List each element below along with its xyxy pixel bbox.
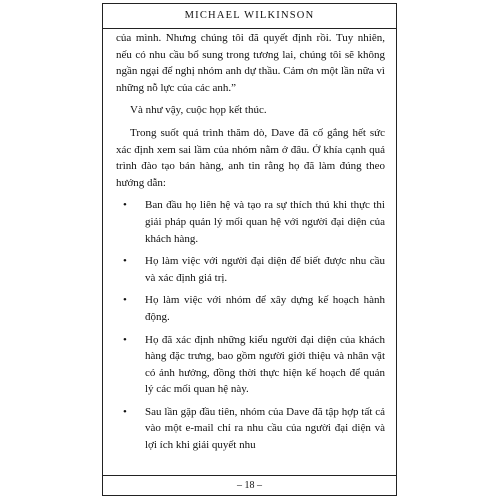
bullet-marker: • — [123, 255, 127, 268]
footer-rule — [103, 475, 396, 476]
list-item-text: Họ đã xác định những kiểu người đại diện của khách hàng đặc trưng, bao gồm người giới thiệu và nhân vật có ảnh hưởng, đồng thời thực hiện kế hoạch để quản lý các mối quan hệ này. — [145, 333, 385, 396]
list-item — [116, 404, 385, 454]
paragraph-continuation: của mình. Nhưng chúng tôi đã quyết định rồi. Tuy nhiên, nếu có nhu cầu bổ sung trong tương lai, chúng tôi sẽ không ngần ngại để nghị nhóm anh dự thầu. Cảm ơn một lần nữa vì những nỗ lực của các anh.” — [116, 32, 385, 94]
list-item-text: Ban đầu họ liên hệ và tạo ra sự thích thú khi thực thi giải pháp quản lý mối quan hệ với người đại diện của khách hàng. — [145, 199, 385, 245]
bullet-marker: • — [123, 199, 127, 212]
list-item-text: Sau lần gặp đầu tiên, nhóm của Dave đã tập hợp tất cả vào một e-mail chỉ ra nhu cầu của người đại diện và lợi ích khi giải quyết nhu — [145, 405, 385, 452]
list-item — [116, 292, 385, 325]
list-item — [116, 332, 385, 398]
paragraph-meeting-end: Và như vậy, cuộc họp kết thúc. — [130, 104, 267, 117]
list-item-text: Họ làm việc với nhóm để xây dựng kế hoạch hành động. — [145, 294, 385, 323]
running-header: MICHAEL WILKINSON — [184, 10, 315, 21]
bullet-marker: • — [123, 333, 127, 346]
bullet-marker: • — [123, 294, 127, 307]
page-body — [116, 30, 385, 460]
book-page — [102, 3, 397, 496]
bullet-marker: • — [123, 405, 127, 418]
list-item-text: Họ làm việc với người đại diện để biết được nhu cầu và xác định giá trị. — [145, 255, 385, 284]
header-rule — [103, 28, 396, 29]
list-item — [116, 197, 385, 247]
paragraph-investigation: Trong suốt quá trình thăm dò, Dave đã cố gắng hết sức xác định xem sai lầm của nhóm nằm ở đâu. Ở khía cạnh quá trình đào tạo bán hàng, anh tin rằng họ đã làm đúng theo hướng dẫn: — [116, 126, 385, 189]
bullet-list — [116, 197, 385, 453]
page-number: – 18 – — [237, 480, 262, 491]
list-item — [116, 253, 385, 286]
